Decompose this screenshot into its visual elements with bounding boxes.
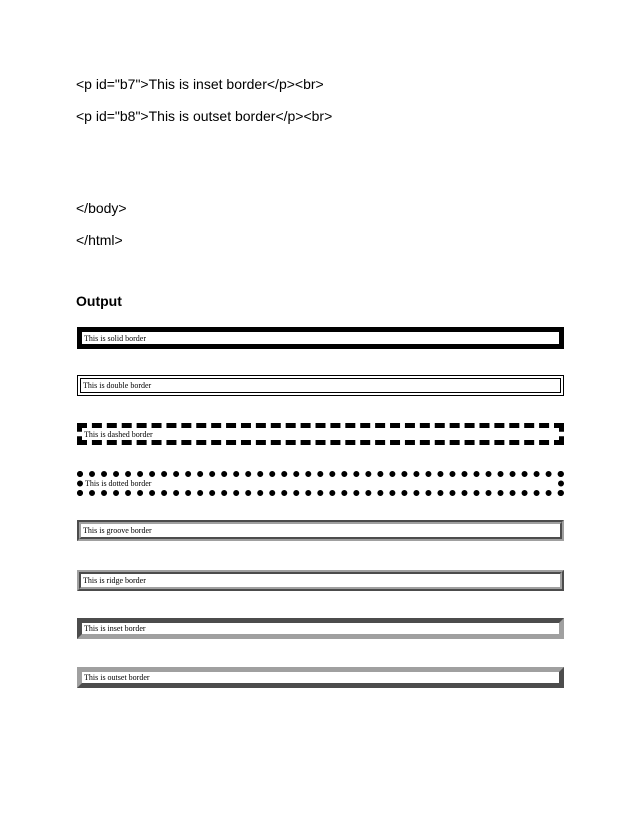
output-heading: Output	[76, 293, 122, 309]
double-border-label: This is double border	[83, 381, 152, 390]
groove-border-label: This is groove border	[83, 526, 152, 535]
solid-border-label: This is solid border	[84, 334, 146, 343]
ridge-border-box	[77, 570, 564, 591]
code-line-close-body: </body>	[76, 200, 127, 216]
double-border-box	[77, 375, 564, 396]
code-line-b7: <p id="b7">This is inset border</p><br>	[76, 76, 324, 92]
code-line-b8: <p id="b8">This is outset border</p><br>	[76, 108, 333, 124]
groove-border-box	[77, 520, 564, 541]
dotted-border-label: This is dotted border	[85, 479, 152, 488]
dashed-border-label: This is dashed border	[84, 430, 153, 439]
dotted-border-box	[77, 471, 564, 496]
dashed-border-box	[77, 423, 564, 445]
code-line-close-html: </html>	[76, 232, 123, 248]
inset-border-box	[77, 618, 564, 639]
inset-border-label: This is inset border	[84, 624, 146, 633]
outset-border-box	[77, 667, 564, 688]
ridge-border-label: This is ridge border	[83, 576, 146, 585]
outset-border-label: This is outset border	[84, 673, 150, 682]
solid-border-box	[77, 327, 564, 349]
